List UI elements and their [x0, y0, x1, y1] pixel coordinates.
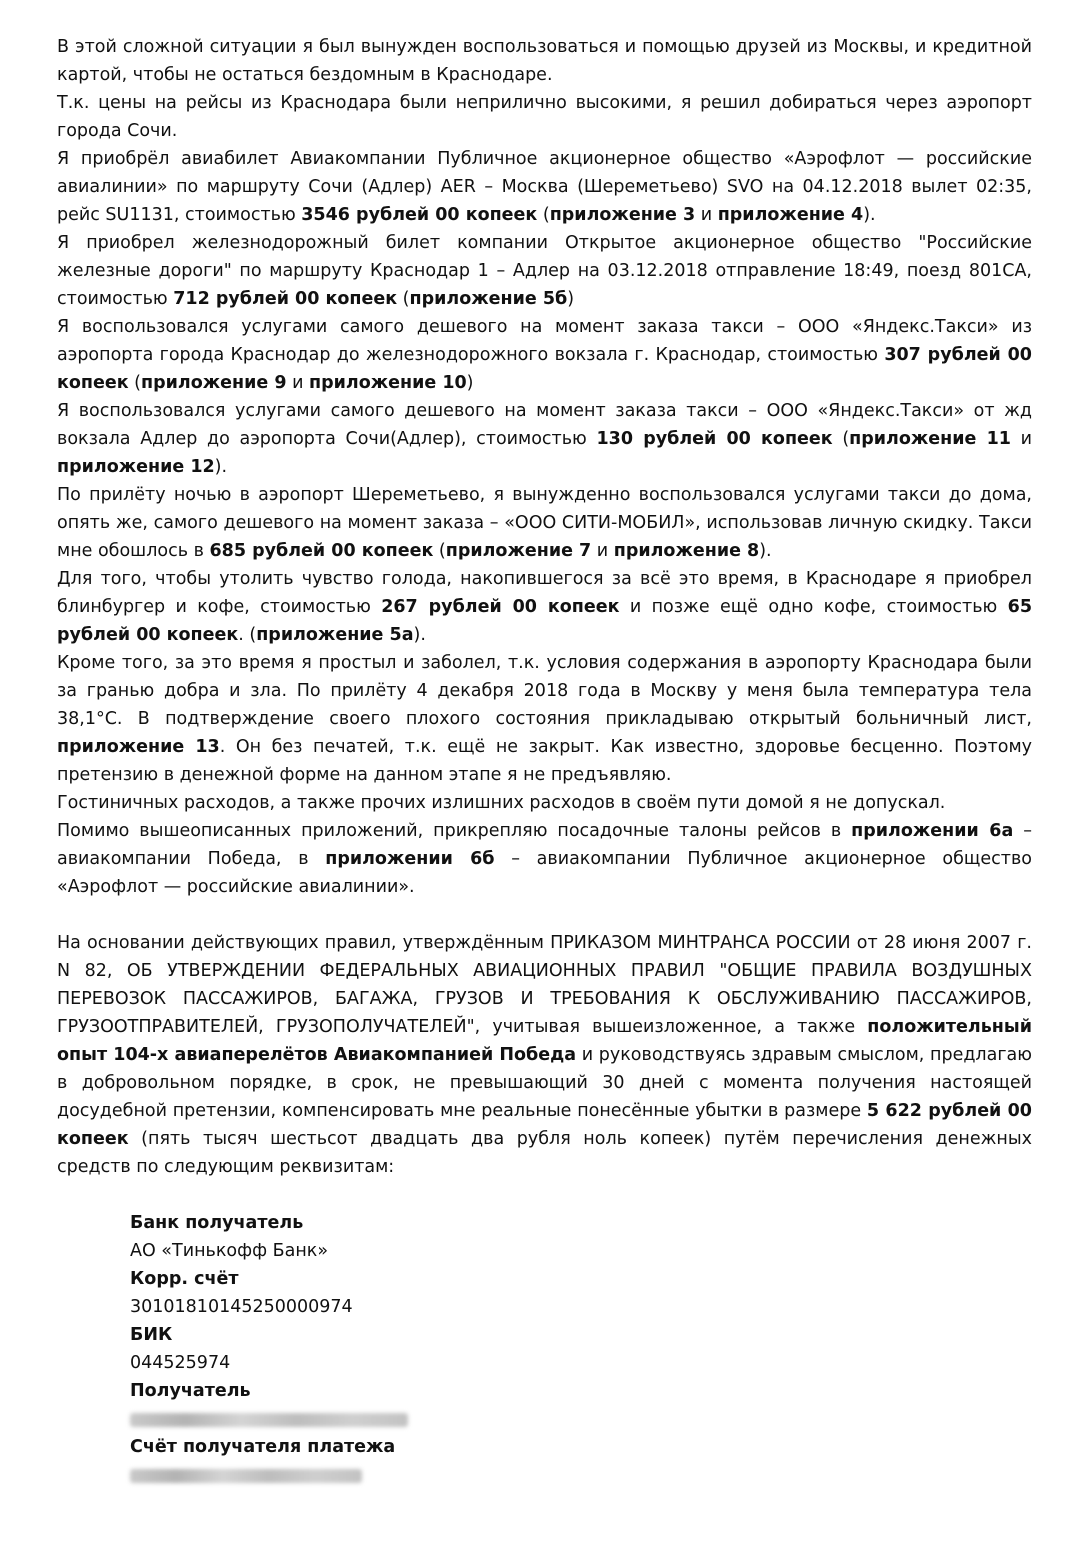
bold-text-run: 5 622 рублей 00 копеек — [57, 1101, 1032, 1149]
bold-text-run: приложение 13 — [57, 737, 220, 757]
bik-label: БИК — [130, 1325, 173, 1345]
claim-paragraph — [57, 817, 1032, 901]
bank-details — [130, 1209, 1032, 1489]
account-label: Счёт получателя платежа — [130, 1437, 396, 1457]
bold-text-run: 65 рублей 00 копеек — [57, 597, 1032, 645]
bank-label: Банк получатель — [130, 1213, 304, 1233]
text-run: Для того, чтобы утолить чувство голода, накопившегося за всё это время, в Краснодаре я приобрел блинбургер и кофе, стоимостью — [57, 569, 1032, 617]
bold-text-run: приложение 5а — [256, 625, 414, 645]
text-run: и — [695, 205, 718, 225]
text-run: ( — [397, 289, 410, 309]
bold-text-run: приложение 5б — [409, 289, 568, 309]
text-run: и — [591, 541, 614, 561]
claim-paragraph — [57, 229, 1032, 313]
bold-text-run: приложение 11 — [849, 429, 1011, 449]
document-page — [57, 33, 1032, 1489]
claim-paragraph — [57, 789, 1032, 817]
corr-account-label: Корр. счёт — [130, 1269, 239, 1289]
bold-text-run: приложение 8 — [613, 541, 760, 561]
bold-text-run: 3546 рублей 00 копеек — [301, 205, 538, 225]
text-run: и — [1010, 429, 1032, 449]
text-run: – авиакомпании Публичное акционерное общество «Аэрофлот — российские авиалинии». — [57, 849, 1033, 897]
text-run: ). — [214, 457, 228, 477]
bold-text-run: положительный опыт 104-х авиаперелётов Авиакомпанией Победа — [57, 1017, 1032, 1065]
paragraph-gap — [57, 901, 1032, 929]
text-run: Я приобрёл авиабилет Авиакомпании Публичное акционерное общество «Аэрофлот — российские авиалинии» по маршруту Сочи (Адлер) AER – Москва (Шереметьево) SVO на 04.12.2018 вылет 02:35, рейс SU1131, стоимостью — [57, 149, 1032, 225]
corr-account-value: 30101810145250000974 — [130, 1297, 353, 1317]
text-run: Я воспользовался услугами самого дешевого на момент заказа такси – ООО «Яндекс.Такси» из аэропорта города Краснодар до железнодорожного вокзала г. Краснодар, стоимостью — [57, 317, 1032, 365]
claim-body — [57, 33, 1032, 901]
text-run: и позже ещё одно кофе, стоимостью — [619, 597, 1008, 617]
text-run: На основании действующих правил, утверждённым ПРИКАЗОМ МИНТРАНСА РОССИИ от 28 июня 2007 г. N 82, ОБ УТВЕРЖДЕНИИ ФЕДЕРАЛЬНЫХ АВИАЦИОННЫХ ПРАВИЛ "ОБЩИЕ ПРАВИЛА ВОЗДУШНЫХ ПЕРЕВОЗОК ПАССАЖИРОВ, БАГАЖА, ГРУЗОВ И ТРЕБОВАНИЯ К ОБСЛУЖИВАНИЮ ПАССАЖИРОВ, ГРУЗООТПРАВИТЕЛЕЙ, ГРУЗОПОЛУЧАТЕЛЕЙ", учитывая вышеизложенное, а также — [57, 933, 1032, 1037]
text-run: Я приобрел железнодорожный билет компании Открытое акционерное общество "Российские железные дороги" по маршруту Краснодар 1 – Адлер на 03.12.2018 отправление 18:49, поезд 801СА, стоимостью — [57, 233, 1032, 309]
claim-paragraph — [57, 565, 1032, 649]
bold-text-run: 130 рублей 00 копеек — [596, 429, 833, 449]
claim-paragraph — [57, 145, 1032, 229]
claim-paragraph — [57, 397, 1032, 481]
text-run: ( — [832, 429, 850, 449]
text-run: ( — [433, 541, 446, 561]
bold-text-run: приложение 12 — [57, 457, 215, 477]
claim-paragraph — [57, 481, 1032, 565]
text-run: Кроме того, за это время я простыл и заболел, т.к. условия содержания в аэропорту Краснодара были за гранью добра и зла. По прилёту 4 декабря 2018 года в Москву у меня была температура тела 38,1°C. В подтверждение своего плохого состояния прикладываю открытый больничный лист, — [57, 653, 1032, 729]
text-run: ). — [863, 205, 876, 225]
bold-text-run: 712 рублей 00 копеек — [173, 289, 398, 309]
bold-text-run: приложении 6б — [325, 849, 495, 869]
text-run: ). — [759, 541, 772, 561]
text-run: и — [286, 373, 309, 393]
text-run: ) — [466, 373, 474, 393]
bold-text-run: приложении 6а — [851, 821, 1014, 841]
redacted-account-number — [130, 1469, 362, 1483]
bold-text-run: приложение 10 — [309, 373, 467, 393]
account-value-redacted — [130, 1461, 1032, 1489]
claim-paragraph — [57, 89, 1032, 145]
paragraph-gap — [57, 1181, 1032, 1209]
text-run: ) — [567, 289, 575, 309]
bold-text-run: 267 рублей 00 копеек — [381, 597, 620, 617]
bold-text-run: приложение 4 — [717, 205, 864, 225]
text-run: Помимо вышеописанных приложений, прикрепляю посадочные талоны рейсов в — [57, 821, 852, 841]
text-run: . ( — [238, 625, 257, 645]
text-run: – авиакомпании Победа, в — [57, 821, 1032, 869]
text-run: В этой сложной ситуации я был вынужден воспользоваться и помощью друзей из Москвы, и кредитной картой, чтобы не остаться бездомным в Краснодаре. — [57, 37, 1032, 85]
bold-text-run: приложение 7 — [445, 541, 592, 561]
bold-text-run: приложение 3 — [549, 205, 696, 225]
bold-text-run: 685 рублей 00 копеек — [209, 541, 434, 561]
text-run: Т.к. цены на рейсы из Краснодара были неприлично высокими, я решил добираться через аэропорт города Сочи. — [57, 93, 1032, 141]
claim-paragraph — [57, 313, 1032, 397]
closing-paragraph — [57, 929, 1032, 1181]
text-run: ( — [537, 205, 550, 225]
text-run: и руководствуясь здравым смыслом, предлагаю в добровольном порядке, в срок, не превышающий 30 дней с момента получения настоящей досудебной претензии, компенсировать мне реальные понесённые убытки в размере — [57, 1045, 1032, 1121]
text-run: По прилёту ночью в аэропорт Шереметьево, я вынужденно воспользовался услугами такси до дома, опять же, самого дешевого на момент заказа – «ООО СИТИ-МОБИЛ», использовав личную скидку. Такси мне обошлось в — [57, 485, 1032, 561]
text-run: . Он без печатей, т.к. ещё не закрыт. Как известно, здоровье бесценно. Поэтому претензию в денежной форме на данном этапе я не предъявляю. — [57, 737, 1033, 785]
recipient-value-redacted — [130, 1405, 1032, 1433]
text-run: (пять тысяч шестьсот двадцать два рубля ноль копеек) путём перечисления денежных средств по следующим реквизитам: — [57, 1129, 1032, 1177]
text-run: ( — [128, 373, 141, 393]
claim-paragraph — [57, 649, 1032, 789]
redacted-recipient-name — [130, 1413, 408, 1427]
text-run: ). — [413, 625, 426, 645]
bik-value: 044525974 — [130, 1353, 231, 1373]
bank-value: АО «Тинькофф Банк» — [130, 1241, 329, 1261]
recipient-label: Получатель — [130, 1381, 251, 1401]
bold-text-run: 307 рублей 00 копеек — [57, 345, 1032, 393]
bold-text-run: приложение 9 — [141, 373, 287, 393]
text-run: Я воспользовался услугами самого дешевого на момент заказа такси – ООО «Яндекс.Такси» от жд вокзала Адлер до аэропорта Сочи(Адлер), стоимостью — [57, 401, 1032, 449]
claim-paragraph — [57, 33, 1032, 89]
text-run: Гостиничных расходов, а также прочих излишних расходов в своём пути домой я не допускал. — [57, 793, 946, 813]
